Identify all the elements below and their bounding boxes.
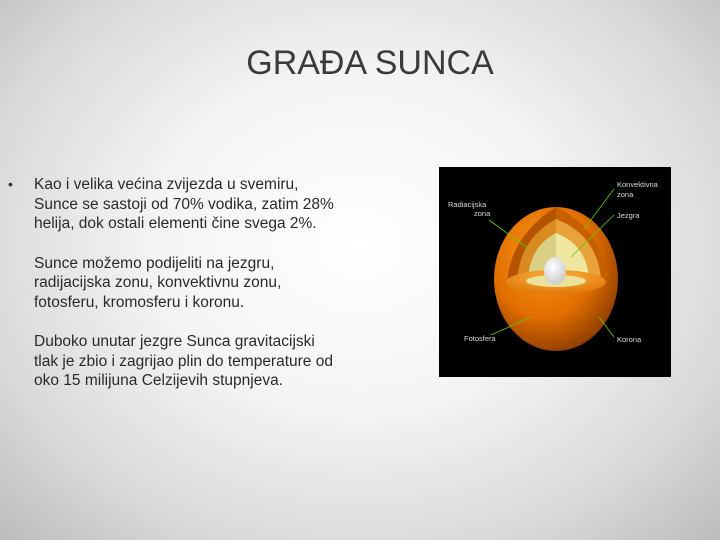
paragraph-composition: Kao i velika većina zvijezda u svemiru, Sunce se sastoji od 70% vodika, zatim 28% helija, dok ostali elementi čine svega 2%. bbox=[34, 176, 334, 232]
label-convective-zone-2: zona bbox=[617, 190, 634, 199]
label-corona: Korona bbox=[617, 335, 642, 344]
core-sphere bbox=[544, 257, 566, 285]
label-radiation-zone-2: zona bbox=[474, 209, 491, 218]
sun-structure-diagram bbox=[439, 167, 671, 377]
sun-structure-svg bbox=[439, 167, 671, 377]
label-convective-zone: Konvektivna bbox=[617, 180, 658, 189]
slide-title: GRAĐA SUNCA bbox=[246, 44, 494, 82]
paragraph-layers: Sunce možemo podijeliti na jezgru, radijacijska zonu, konvektivnu zonu, fotosferu, kromosferu i koronu. bbox=[34, 254, 282, 311]
body-text bbox=[34, 175, 334, 411]
label-core: Jezgra bbox=[617, 211, 640, 220]
label-radiation-zone: Radiacijska bbox=[448, 200, 487, 209]
paragraph-core-temperature: Duboko unutar jezgre Sunca gravitacijski tlak je zbio i zagrijao plin do temperature od oko 15 milijuna Celzijevih stupnjeva. bbox=[34, 333, 333, 389]
bullet-marker: • bbox=[8, 176, 13, 192]
label-photosphere: Fotosfera bbox=[464, 334, 496, 343]
